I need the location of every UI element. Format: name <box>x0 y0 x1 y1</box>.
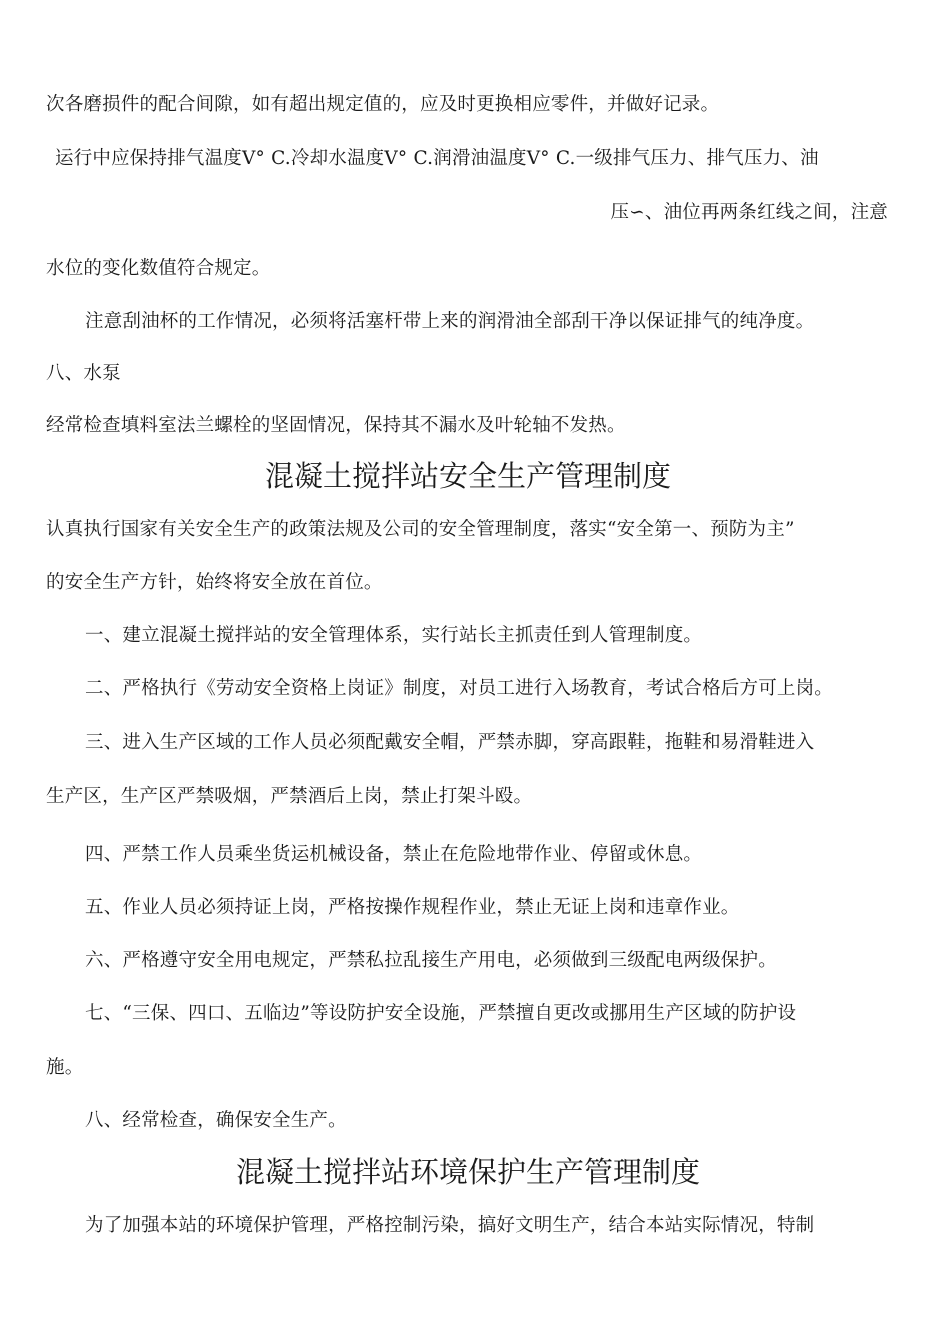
text-line: 水位的变化数值符合规定。 <box>46 258 271 279</box>
section-title: 混凝土搅拌站安全生产管理制度 <box>264 459 671 493</box>
list-item: 四、严禁工作人员乘坐货运机械设备，禁止在危险地带作业、停留或休息。 <box>85 844 703 865</box>
list-item: 八、经常检查，确保安全生产。 <box>85 1110 347 1131</box>
text-line: 经常检查填料室法兰螺栓的坚固情况，保持其不漏水及叶轮轴不发热。 <box>46 415 626 436</box>
text-line: 施。 <box>46 1057 84 1078</box>
section-heading: 八、水泵 <box>46 363 121 384</box>
list-item: 六、严格遵守安全用电规定，严禁私拉乱接生产用电，必须做到三级配电两级保护。 <box>85 950 777 971</box>
list-item: 二、严格执行《劳动安全资格上岗证》制度，对员工进行入场教育，考试合格后方可上岗。 <box>85 678 834 699</box>
list-item: 一、建立混凝土搅拌站的安全管理体系，实行站长主抓责任到人管理制度。 <box>85 625 703 646</box>
list-item: 七、“三保、四口、五临边”等设防护安全设施，严禁擅自更改或挪用生产区域的防护设 <box>85 1003 797 1024</box>
text-line: 运行中应保持排气温度V° C.冷却水温度V° C.润滑油温度V° C.一级排气压力、排气压力、油 <box>55 148 819 169</box>
text-line: 生产区，生产区严禁吸烟，严禁酒后上岗，禁止打架斗殴。 <box>46 786 533 807</box>
text-line: 压∽、油位再两条红线之间，注意 <box>610 202 888 223</box>
list-item: 三、进入生产区域的工作人员必须配戴安全帽，严禁赤脚，穿高跟鞋，拖鞋和易滑鞋进入 <box>85 732 815 753</box>
text-line: 认真执行国家有关安全生产的政策法规及公司的安全管理制度，落实“安全第一、预防为主” <box>46 519 795 540</box>
list-item: 五、作业人员必须持证上岗，严格按操作规程作业，禁止无证上岗和违章作业。 <box>85 897 740 918</box>
text-line: 的安全生产方针，始终将安全放在首位。 <box>46 572 383 593</box>
section-title: 混凝土搅拌站环境保护生产管理制度 <box>235 1155 700 1189</box>
text-line: 注意刮油杯的工作情况，必须将活塞杆带上来的润滑油全部刮干净以保证排气的纯净度。 <box>85 311 815 332</box>
text-line: 为了加强本站的环境保护管理，严格控制污染，搞好文明生产，结合本站实际情况，特制 <box>85 1215 815 1236</box>
text-line: 次各磨损件的配合间隙，如有超出规定值的，应及时更换相应零件，并做好记录。 <box>46 94 720 115</box>
